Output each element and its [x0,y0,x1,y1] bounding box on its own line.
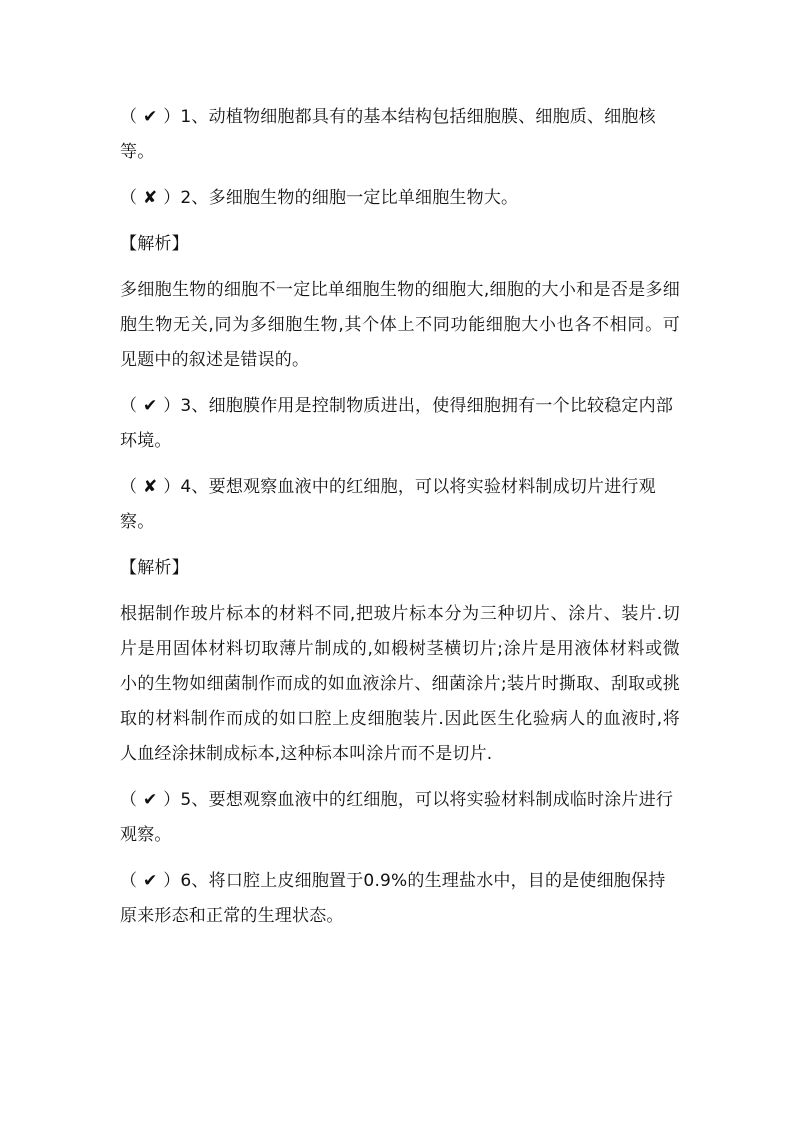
question-text: 1、动植物细胞都具有的基本结构包括细胞膜、细胞质、细胞核等。 [120,107,656,162]
question-6 [120,864,680,934]
close-paren: ） [163,107,181,127]
question-text: 6、将口腔上皮细胞置于0.9%的生理盐水中，目的是使细胞保持原来形态和正常的生理状态。 [120,871,666,926]
question-5 [120,783,680,853]
analysis-paragraph-1: 多细胞生物的细胞不一定比单细胞生物的细胞大,细胞的大小和是否是多细胞生物无关,同为多细胞生物,其个体上不同功能细胞大小也各不相同。可见题中的叙述是错误的。 [120,280,680,370]
close-paren: ） [163,790,181,810]
close-paren: ） [163,396,181,416]
open-paren: （ [120,396,138,416]
cross-mark-icon: ✘ [142,477,158,497]
analysis-heading-1: 【解析】 [120,234,189,254]
analysis-paragraph-2: 根据制作玻片标本的材料不同,把玻片标本分为三种切片、涂片、装片.切片是用固体材料切取薄片制成的,如椴树茎横切片;涂片是用液体材料或微小的生物如细菌制作而成的如血液涂片、细菌涂片;装片时撕取、刮取或挑取的材料制作而成的如口腔上皮细胞装片.因此医生化验病人的血液时,将人血经涂抹制成标本,这种标本叫涂片而不是切片. [120,604,680,764]
open-paren: （ [120,871,138,891]
question-text: 5、要想观察血液中的红细胞，可以将实验材料制成临时涂片进行观察。 [120,790,674,845]
question-3 [120,389,680,459]
question-text: 3、细胞膜作用是控制物质进出，使得细胞拥有一个比较稳定内部环境。 [120,396,674,451]
open-paren: （ [120,790,138,810]
question-4 [120,470,680,540]
analysis-heading-2: 【解析】 [120,558,189,578]
close-paren: ） [163,188,181,208]
question-1 [120,100,680,170]
check-mark-icon: ✔ [142,107,158,127]
open-paren: （ [120,188,138,208]
check-mark-icon: ✔ [142,396,158,416]
open-paren: （ [120,477,138,497]
cross-mark-icon: ✘ [142,188,158,208]
check-mark-icon: ✔ [142,871,158,891]
question-text: 4、要想观察血液中的红细胞，可以将实验材料制成切片进行观察。 [120,477,656,532]
open-paren: （ [120,107,138,127]
check-mark-icon: ✔ [142,790,158,810]
question-2 [120,181,680,216]
question-text: 2、多细胞生物的细胞一定比单细胞生物大。 [180,188,519,208]
close-paren: ） [163,477,181,497]
document-content [120,100,680,945]
close-paren: ） [163,871,181,891]
